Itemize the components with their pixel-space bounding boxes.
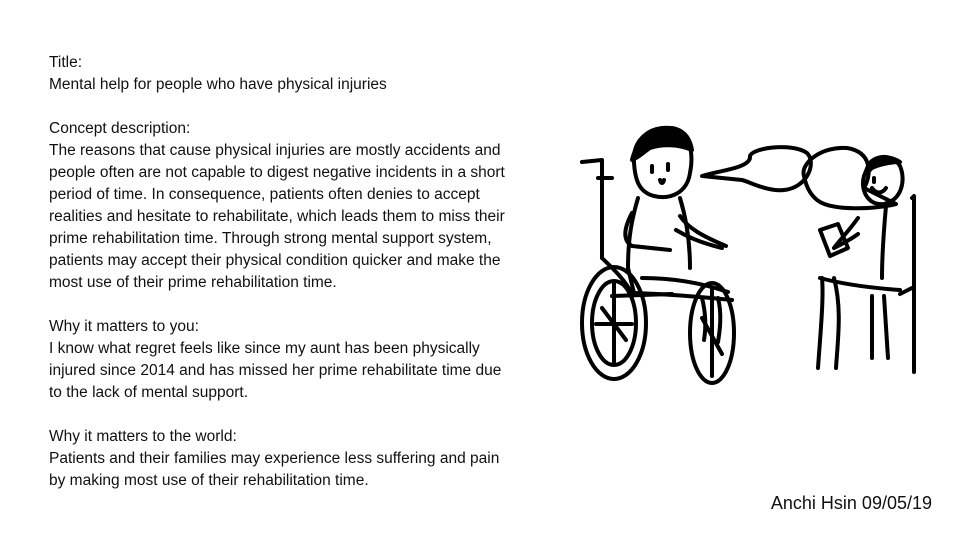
concept-heading: Concept description:	[49, 120, 191, 137]
you-heading: Why it matters to you:	[49, 318, 199, 335]
you-line: to the lack of mental support.	[49, 384, 249, 401]
concept-line: realities and hesitate to rehabilitate, which leads them to miss their	[49, 208, 505, 225]
concept-line: The reasons that cause physical injuries are mostly accidents and	[49, 142, 501, 159]
world-line: by making most use of their rehabilitation time.	[49, 472, 369, 489]
spacer	[49, 404, 539, 426]
wheelchair	[582, 160, 734, 383]
concept-line: people often are not capable to digest negative incidents in a short	[49, 164, 505, 181]
wheelchair-person	[625, 128, 732, 342]
author-date: Anchi Hsin 09/05/19	[770, 493, 932, 513]
concept-line: patients may accept their physical condition quicker and make the	[49, 252, 501, 269]
wheelchair-conversation-drawing	[572, 118, 932, 398]
spacer	[49, 96, 539, 118]
spacer	[49, 294, 539, 316]
world-line: Patients and their families may experience less suffering and pain	[49, 450, 500, 467]
concept-line: period of time. In consequence, patients often denies to accept	[49, 186, 480, 203]
you-line: I know what regret feels like since my aunt has been physically	[49, 340, 480, 357]
you-line: injured since 2014 and has missed her prime rehabilitate time due	[49, 362, 502, 379]
title-text: Mental help for people who have physical injuries	[49, 76, 387, 93]
concept-line: prime rehabilitation time. Through strong mental support system,	[49, 230, 492, 247]
concept-line: most use of their prime rehabilitation time.	[49, 274, 337, 291]
world-heading: Why it matters to the world:	[49, 428, 237, 445]
title-heading: Title:	[49, 54, 83, 71]
text-column	[49, 52, 539, 492]
